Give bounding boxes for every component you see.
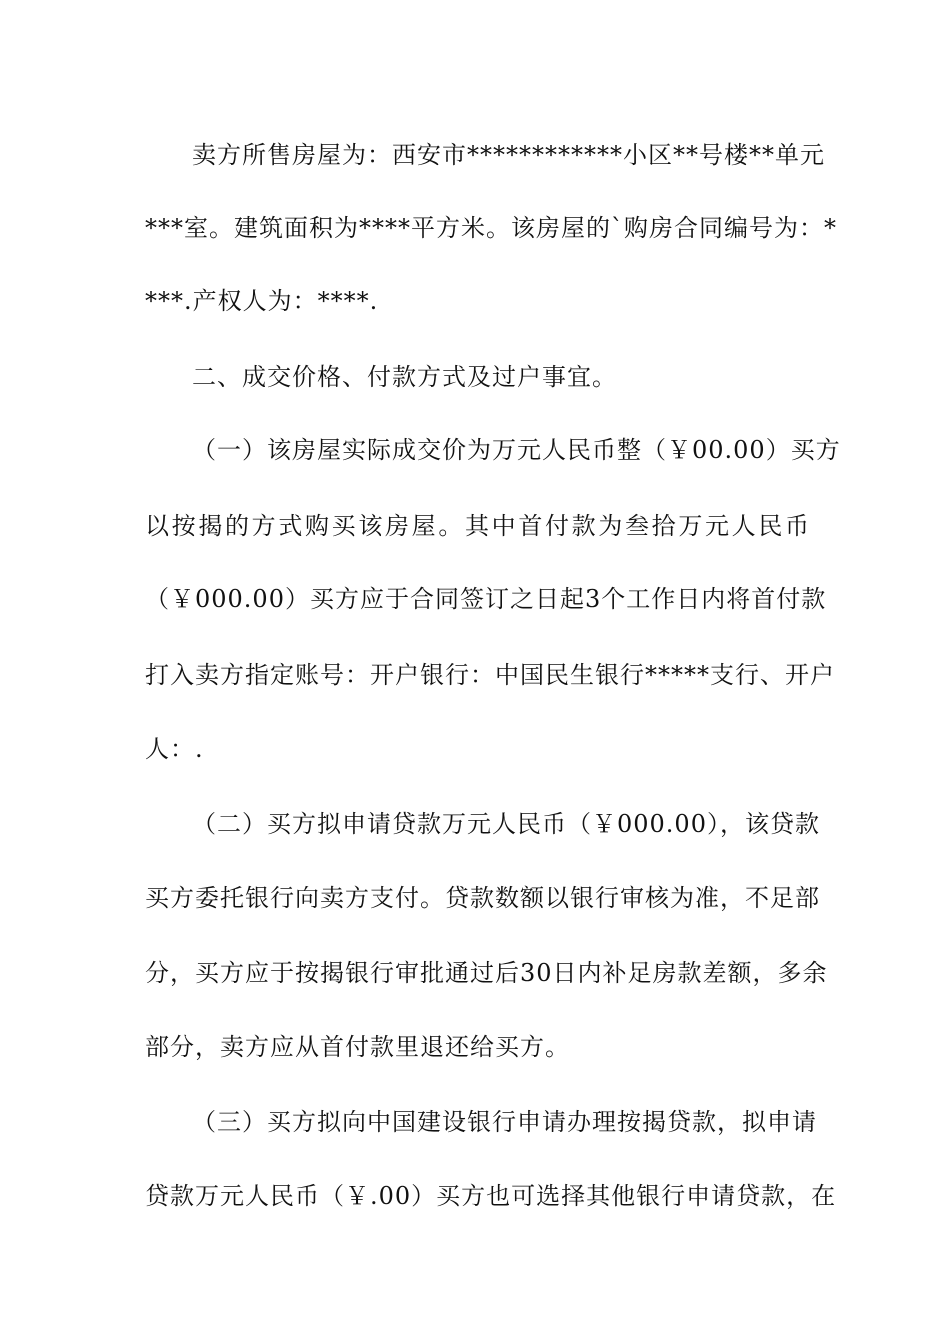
paragraph-line: （一）该房屋实际成交价为万元人民币整（￥00.00）买方 xyxy=(192,436,841,464)
paragraph-line: 部分，卖方应从首付款里退还给买方。 xyxy=(145,1033,570,1061)
paragraph-line: （二）买方拟申请贷款万元人民币（￥000.00），该贷款 xyxy=(192,810,820,838)
paragraph-line: 人：. xyxy=(145,735,204,763)
paragraph-line: （￥000.00）买方应于合同签订之日起3个工作日内将首付款 xyxy=(145,585,827,613)
paragraph-line: （三）买方拟向中国建设银行申请办理按揭贷款，拟申请 xyxy=(192,1108,817,1136)
section-heading: 二、成交价格、付款方式及过户事宜。 xyxy=(192,363,617,391)
paragraph-line: 打入卖方指定账号：开户银行：中国民生银行*****支行、开户 xyxy=(145,661,835,689)
paragraph-line: 卖方所售房屋为：西安市************小区**号楼**单元 xyxy=(192,141,825,169)
paragraph-line: 贷款万元人民币（￥.00）买方也可选择其他银行申请贷款，在 xyxy=(145,1182,837,1210)
paragraph-line: ***室。建筑面积为****平方米。该房屋的`购房合同编号为：* xyxy=(145,214,837,242)
paragraph-line: ***.产权人为：****. xyxy=(145,287,379,315)
paragraph-line: 以按揭的方式购买该房屋。其中首付款为叁拾万元人民币 xyxy=(145,512,810,540)
paragraph-line: 买方委托银行向卖方支付。贷款数额以银行审核为准，不足部 xyxy=(145,884,820,912)
paragraph-line: 分，买方应于按揭银行审批通过后30日内补足房款差额，多余 xyxy=(145,959,828,987)
